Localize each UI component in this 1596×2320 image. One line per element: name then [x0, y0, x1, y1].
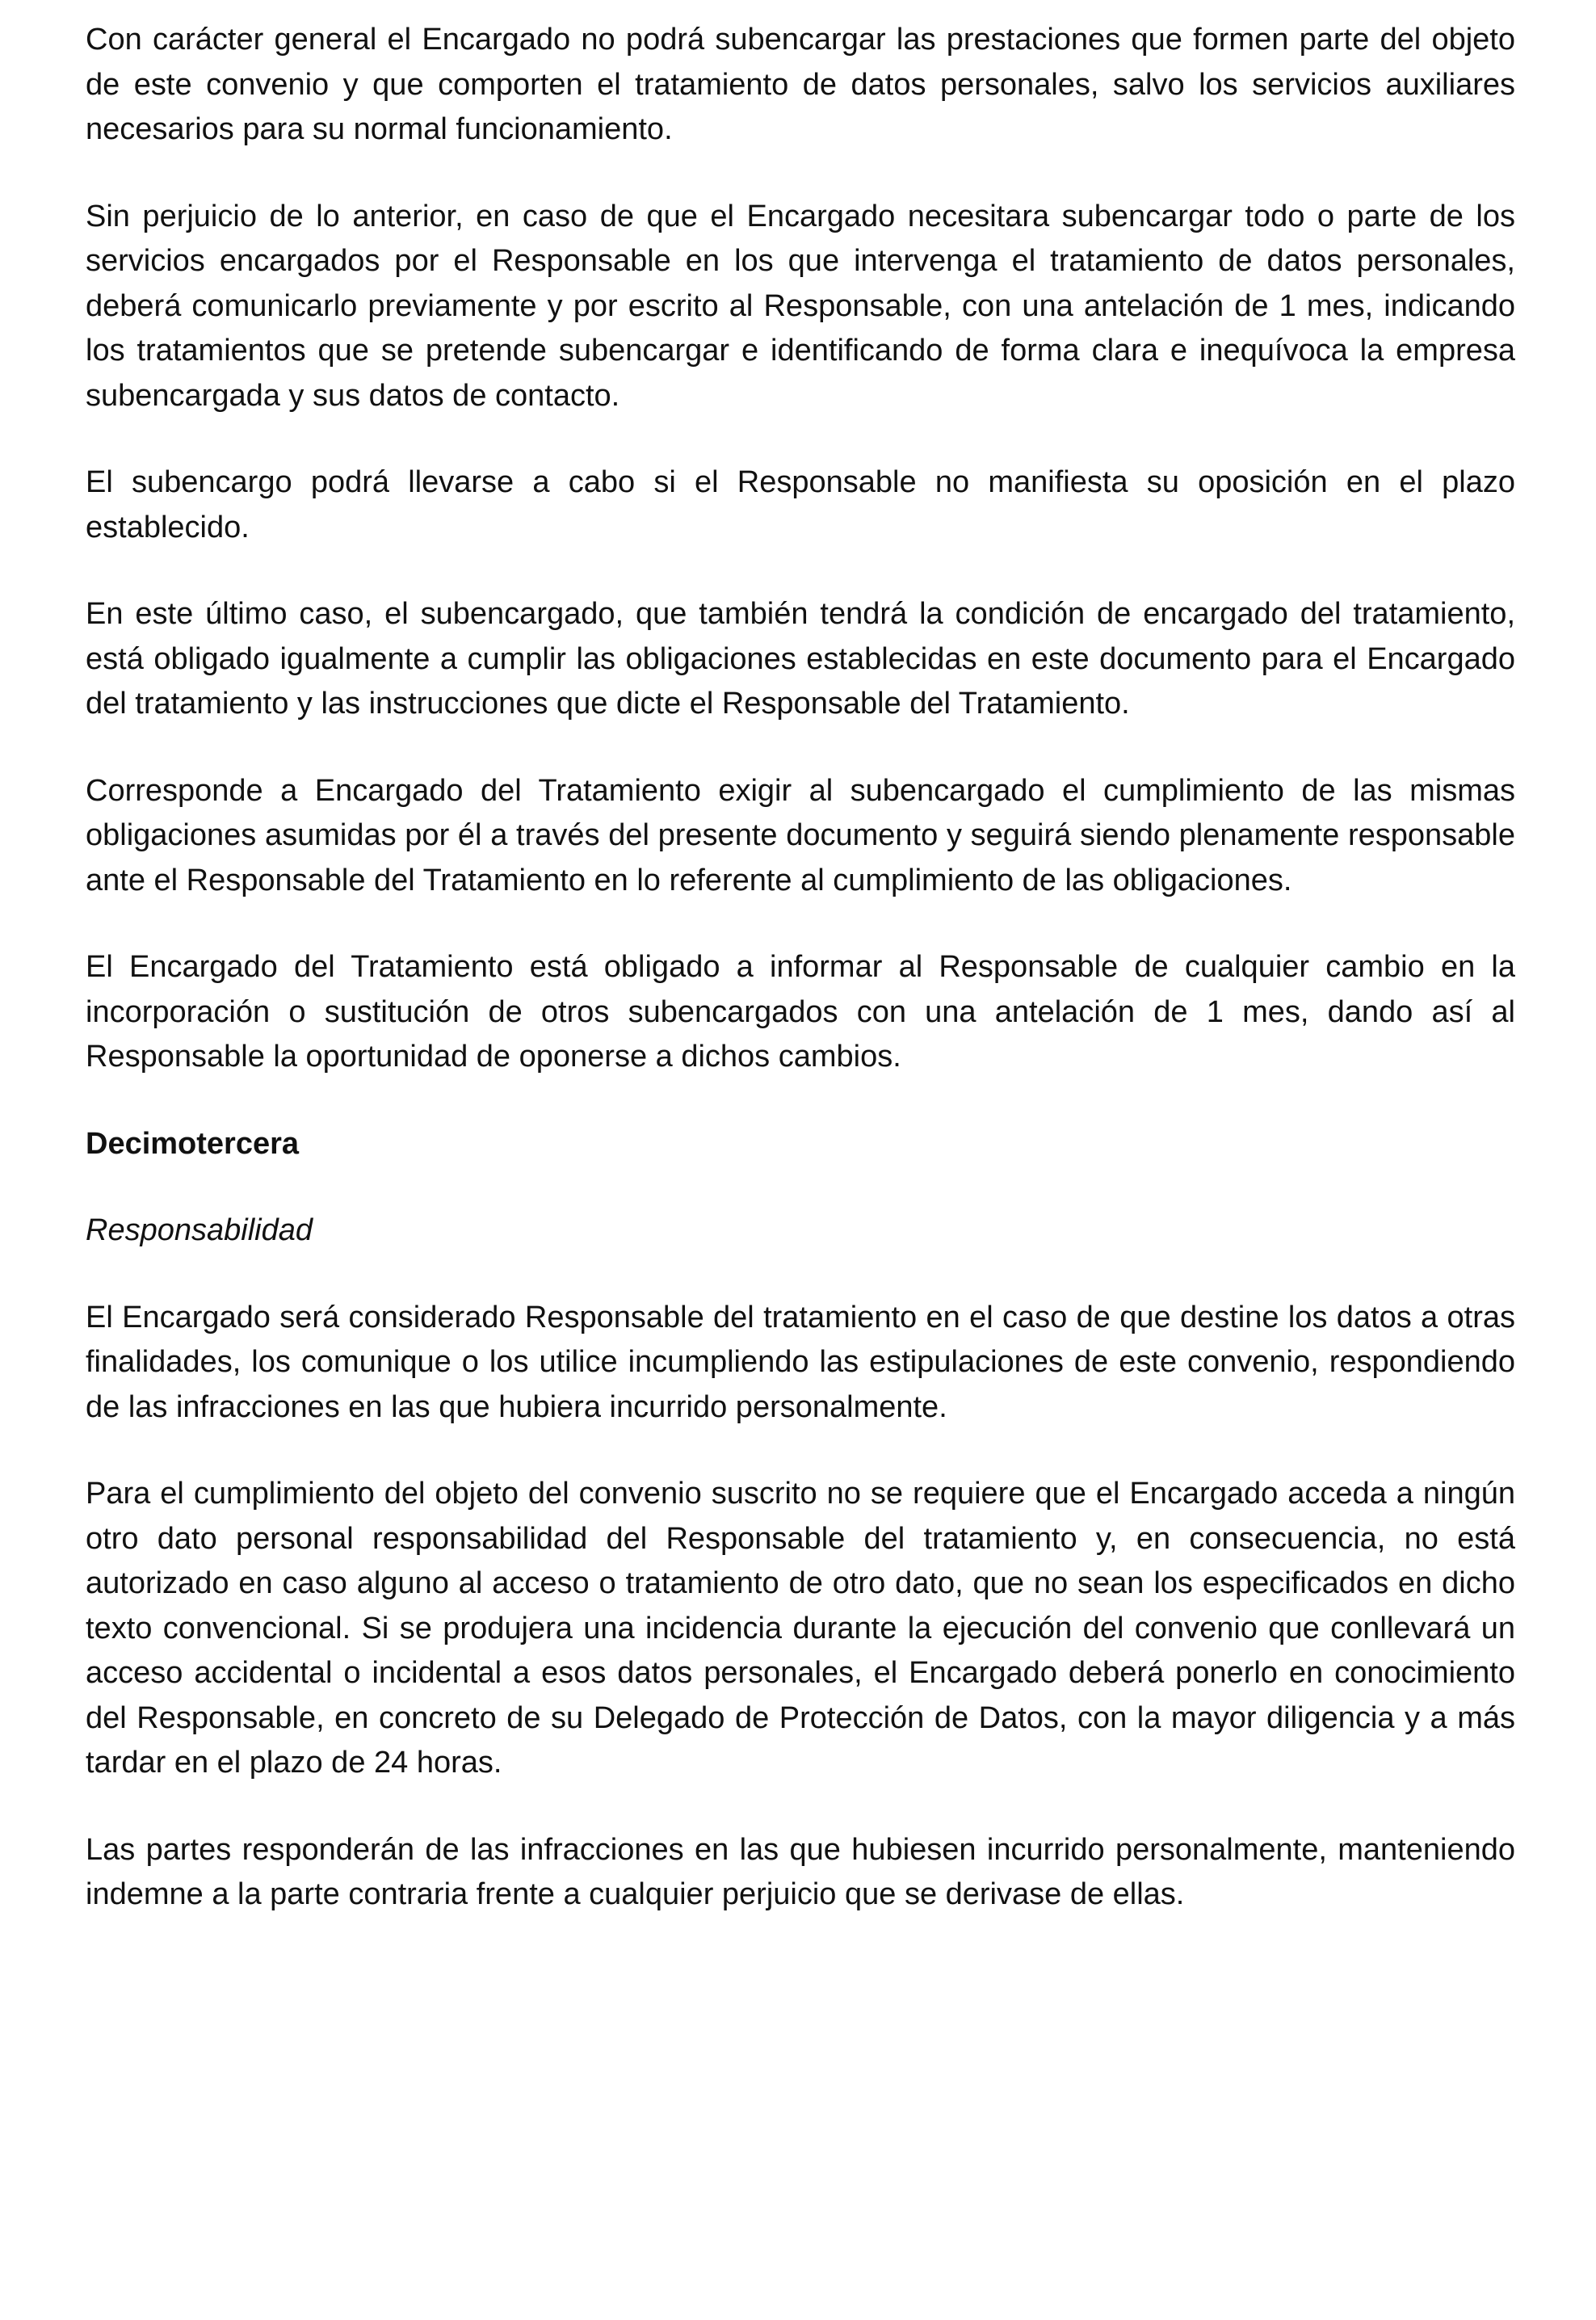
paragraph-processor-responsibility: Corresponde a Encargado del Tratamiento exigir al subencargado el cumplimiento de las mismas obligaciones asumidas por él a través del presente documento y seguirá siendo plenamente responsable ante el Responsable del Tratamiento en lo referente al cumplimiento de las obligaciones. — [86, 773, 1515, 897]
paragraph-liability-misuse: El Encargado será considerado Responsable del tratamiento en el caso de que destine los datos a otras finalidades, los comunique o los utilice incumpliendo las estipulaciones de este convenio, respondiendo de las infracciones en las que hubiera incurrido personalmente. — [86, 1300, 1515, 1424]
paragraph-mutual-indemnity: Las partes responderán de las infracciones en las que hubiesen incurrido personalmente, manteniendo indemne a la parte contraria frente a cualquier perjuicio que se derivase de ellas. — [86, 1832, 1515, 1911]
paragraph-data-access-incident: Para el cumplimiento del objeto del convenio suscrito no se requiere que el Encargado acceda a ningún otro dato personal responsabilidad del Responsable del tratamiento y, en consecuencia, no está autorizado en caso alguno al acceso o tratamiento de otro dato, que no sean los especificados en dicho texto convencional. Si se produjera una incidencia durante la ejecución del convenio que conllevará un acceso accidental o incidental a esos datos personales, el Encargado deberá ponerlo en conocimiento del Responsable, en concreto de su Delegado de Protección de Datos, con la mayor diligencia y a más tardar en el plazo de 24 horas. — [86, 1477, 1515, 1780]
paragraph-subcontractor-obligations: En este último caso, el subencargado, que también tendrá la condición de encargado del tratamiento, está obligado igualmente a cumplir las obligaciones establecidas en este documento para el Encargado del tratamiento y las instrucciones que dicte el Responsable del Tratamiento. — [86, 597, 1515, 721]
document-page — [86, 18, 1515, 1960]
paragraph-subcontracting-general: Con carácter general el Encargado no podrá subencargar las prestaciones que formen parte del objeto de este convenio y que comporten el tratamiento de datos personales, salvo los servicios auxiliares necesarios para su normal funcionamiento. — [86, 23, 1515, 146]
paragraph-subcontracting-approval: El subencargo podrá llevarse a cabo si el Responsable no manifiesta su oposición en el plazo establecido. — [86, 465, 1515, 544]
section-heading: Decimotercera — [86, 1126, 300, 1161]
paragraph-change-notification: El Encargado del Tratamiento está obligado a informar al Responsable de cualquier cambio en la incorporación o sustitución de otros subencargados con una antelación de 1 mes, dando así al Responsable la oportunidad de oponerse a dichos cambios. — [86, 950, 1515, 1074]
paragraph-subcontracting-notice: Sin perjuicio de lo anterior, en caso de que el Encargado necesitara subencargar todo o parte de los servicios encargados por el Responsable en los que intervenga el tratamiento de datos personales, deberá comunicarlo previamente y por escrito al Responsable, con una antelación de 1 mes, indicando los tratamientos que se pretende subencargar e identificando de forma clara e inequívoca la empresa subencargada y sus datos de contacto. — [86, 199, 1515, 413]
section-subheading: Responsabilidad — [86, 1213, 313, 1247]
